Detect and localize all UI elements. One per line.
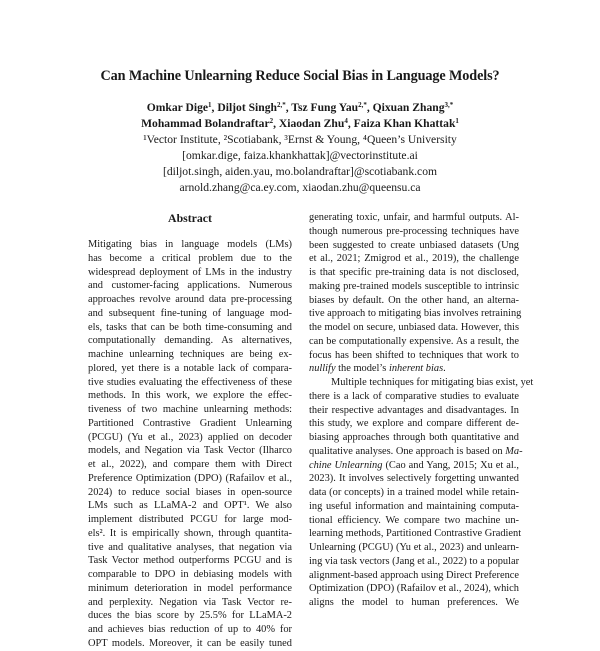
abstract-line: and customer-facing applications. Numerous bbox=[88, 280, 292, 292]
author-name: Mohammad Bolandraftar bbox=[141, 117, 270, 130]
author-name: Faiza Khan Khattak bbox=[353, 117, 456, 130]
author-affiliation-mark: 1 bbox=[455, 117, 459, 125]
abstract-line: models, and Negation via Task Vector (Ilharco bbox=[88, 445, 292, 457]
email-line-2: [diljot.singh, aiden.yau, mo.bolandraftar]@scotiabank.com bbox=[162, 165, 438, 178]
intro-line: 2023). It involves selectively forgetting unwanted bbox=[309, 473, 519, 485]
author-block bbox=[0, 100, 600, 196]
intro-line: their respective advantages and disadvantages. In bbox=[309, 404, 519, 416]
author-line-1: Omkar Dige$^1$, Diljot Singh$^{2,*}$, Tsz Fung Yau$^{2,*}$, Qixuan Zhang$^{3,*}$ bbox=[146, 101, 454, 114]
affiliations: ¹Vector Institute, ²Scotiabank, ³Ernst & Young, ⁴Queen’s University bbox=[143, 133, 457, 146]
abstract-line: Mitigating bias in language models (LMs) bbox=[88, 239, 292, 250]
intro-line: tional efficiency. We compare two machine un- bbox=[309, 514, 519, 526]
abstract-line: els, tasks that can be both time-consuming and bbox=[88, 321, 292, 333]
abstract-line: and subsequent fine-tuning of language mod- bbox=[88, 307, 292, 319]
intro-line: learning methods, Partitioned Contrastive Gradient bbox=[309, 528, 522, 540]
abstract-line: implement distributed PCGU for large mod- bbox=[88, 514, 292, 525]
abstract-line: methods. In this work, we explore the effec- bbox=[88, 390, 292, 402]
author-line-2: Mohammad Bolandraftar$^2$, Xiaodan Zhu$^4$, Faiza Khan Khattak$^1$ bbox=[141, 117, 459, 130]
intro-line: aligns the model to human preferences. We bbox=[309, 597, 519, 608]
abstract-line: tive and qualitative analyses, that negation via bbox=[88, 541, 292, 553]
author-name: Qixuan Zhang bbox=[372, 101, 445, 114]
author-affiliation-mark: 2 bbox=[269, 117, 274, 125]
abstract-line: (PCGU) (Yu et al., 2023) applied on decoder bbox=[88, 431, 292, 443]
intro-line: tive approach to mitigating bias involves retraining bbox=[309, 308, 522, 320]
abstract-line: et al., 2022), and compare them with Direct bbox=[88, 459, 292, 470]
abstract-line: duces the bias score by 25.5% for LLaMA-2 bbox=[88, 610, 292, 622]
intro-line: nullify the model’s inherent bias. bbox=[309, 363, 446, 375]
email-line-3: arnold.zhang@ca.ey.com, xiaodan.zhu@queensu.ca bbox=[179, 181, 421, 194]
abstract-line: els². It is empirically shown, through quantita- bbox=[88, 527, 292, 539]
author-name: Diljot Singh bbox=[217, 101, 277, 114]
abstract-line: minimum deterioration in model performance bbox=[88, 582, 292, 594]
author-name: Tsz Fung Yau bbox=[291, 101, 359, 114]
author-name: Xiaodan Zhu bbox=[278, 117, 345, 130]
intro-line: there is a lack of comparative studies to evaluate bbox=[309, 390, 519, 402]
abstract-line: approaches revolve around data pre-processing bbox=[88, 294, 292, 305]
author-affiliation-mark: 2,* bbox=[276, 101, 286, 109]
abstract-line: tive studies evaluating the effectiveness of these bbox=[88, 376, 292, 388]
intro-line: Multiple techniques for mitigating bias exist, yet bbox=[331, 377, 534, 388]
abstract-line: has become a critical problem due to the bbox=[88, 252, 292, 264]
intro-line: qualitative analyses. One approach is based on Ma- bbox=[309, 445, 523, 457]
paper-title: Can Machine Unlearning Reduce Social Bias in Language Models? bbox=[100, 68, 500, 84]
author-name: Omkar Dige bbox=[146, 101, 209, 114]
intro-line: generating toxic, unfair, and harmful outputs. Al- bbox=[309, 212, 519, 223]
intro-line: been suggested to create unbiased datasets (Ung bbox=[309, 239, 519, 251]
abstract-heading: Abstract bbox=[168, 211, 212, 225]
intro-line: the model on secure, unbiased data. However, this bbox=[309, 322, 519, 333]
intro-line: is that specific pre-training data is not disclosed, bbox=[309, 267, 519, 278]
intro-line: making pre-trained models susceptible to intrinsic bbox=[309, 280, 519, 292]
abstract-line: machine unlearning techniques are being ex- bbox=[88, 349, 292, 360]
abstract-line: computationally demanding. As alternatives, bbox=[88, 335, 292, 347]
intro-line: Optimization (DPO) (Rafailov et al., 2024), which bbox=[309, 583, 519, 595]
abstract-line: and achieves bias reduction of up to 40% for bbox=[88, 624, 292, 635]
email-line-1: [omkar.dige, faiza.khankhattak]@vectorinstitute.ai bbox=[182, 149, 418, 162]
abstract-body bbox=[88, 238, 292, 649]
intro-line: Unlearning (PCGU) (Yu et al., 2023) and unlearn- bbox=[309, 542, 519, 553]
abstract-line: LMs such as LLaMA-2 and OPT¹. We also bbox=[88, 500, 292, 512]
abstract-line: tiveness of two machine unlearning methods: bbox=[88, 404, 292, 415]
abstract-line: OPT models. Moreover, it can be easily tuned bbox=[88, 637, 292, 649]
abstract-line: Task Vector method outperforms PCGU and is bbox=[88, 555, 292, 567]
abstract-line: widespread deployment of LMs in the industry bbox=[88, 266, 292, 278]
abstract-line: plored, yet there is a notable lack of compara- bbox=[88, 362, 292, 374]
intro-line: this study, we explore and compare different de- bbox=[309, 418, 519, 430]
abstract-line: and perplexity. Negation via Task Vector re- bbox=[88, 596, 292, 608]
author-affiliation-mark: 1 bbox=[208, 101, 212, 109]
intro-line: ing via task vectors (Jang et al., 2022) to a popular bbox=[309, 555, 520, 567]
abstract-line: 2024) to reduce social biases in open-source bbox=[88, 486, 292, 498]
intro-line: though numerous pre-processing techniques have bbox=[309, 225, 519, 237]
intro-line: chine Unlearning (Cao and Yang, 2015; Xu et al., bbox=[309, 459, 519, 471]
intro-body bbox=[309, 211, 534, 608]
intro-line: focus has been shifted to techniques that work to bbox=[309, 349, 519, 361]
intro-line: et al., 2021; Zmigrod et al., 2019), the challenge bbox=[309, 253, 519, 265]
intro-line: data (or concepts) in a trained model while retain- bbox=[309, 487, 519, 498]
author-affiliation-mark: 3,* bbox=[444, 101, 454, 109]
intro-line: can be computationally expensive. As a result, the bbox=[309, 335, 519, 347]
author-affiliation-mark: 2,* bbox=[358, 101, 367, 109]
abstract-line: comparable to DPO in debiasing models with bbox=[88, 569, 292, 580]
abstract-line: Preference Optimization (DPO) (Rafailov et al., bbox=[88, 472, 292, 484]
abstract-line: Partitioned Contrastive Gradient Unlearning bbox=[88, 417, 292, 429]
author-affiliation-mark: 4 bbox=[344, 117, 348, 125]
intro-line: ing useful information and maintaining computa- bbox=[309, 500, 519, 512]
intro-line: alignment-based approach using Direct Preference bbox=[309, 569, 520, 581]
intro-line: biases by default. On the other hand, an alterna- bbox=[309, 294, 519, 306]
intro-line: biasing approaches through both quantitative and bbox=[309, 432, 519, 443]
